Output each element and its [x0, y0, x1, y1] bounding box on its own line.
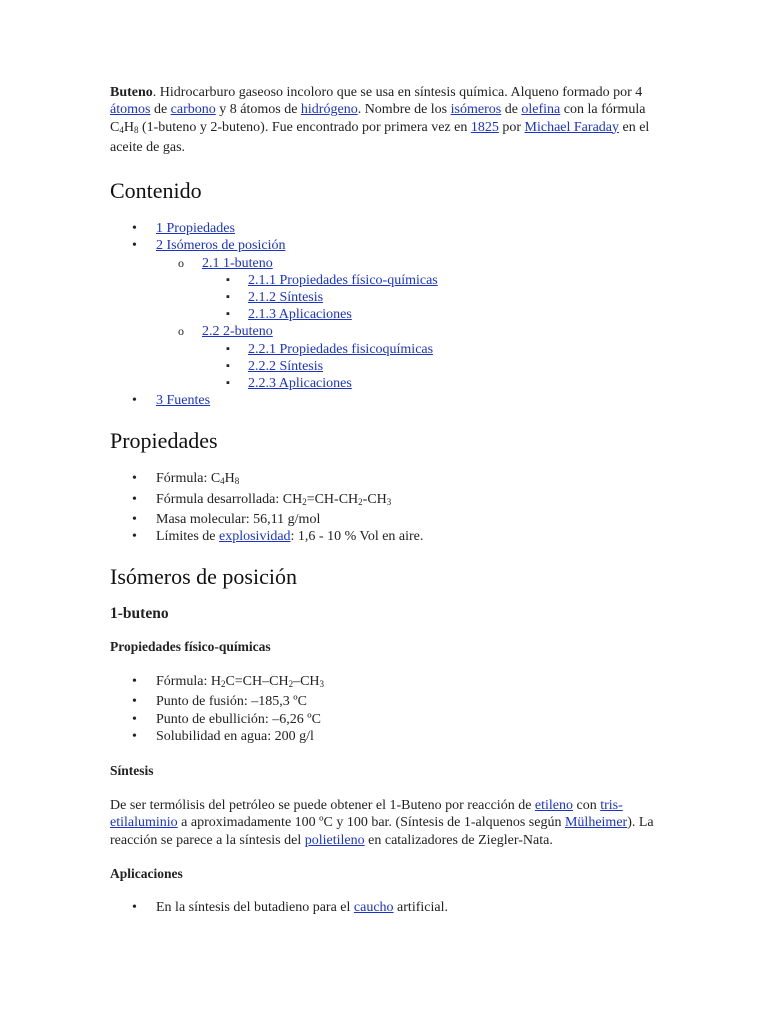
toc-link-isomeros[interactable]: 2 Isómeros de posición: [156, 238, 286, 254]
toc-item: [110, 237, 670, 392]
fisicoquimicas-list: [110, 673, 670, 745]
toc-link-2-2-2[interactable]: 2.2.2 Síntesis: [248, 358, 324, 374]
toc-subsublist: [202, 341, 670, 393]
link-isomeros[interactable]: isómeros: [450, 102, 502, 118]
link-mulheimer[interactable]: Mülheimer: [564, 815, 628, 831]
toc-link-2-1-2[interactable]: 2.1.2 Síntesis: [248, 290, 324, 305]
paragraph-text: ). La reacción se parece a la síntesis del: [110, 815, 654, 848]
subscript: 4: [119, 124, 124, 135]
toc-sublist: [156, 255, 670, 393]
toc-item: [156, 323, 670, 392]
list-item: [110, 528, 670, 545]
bullet: ▪: [226, 377, 230, 390]
section-heading-propiedades: Propiedades: [110, 428, 218, 454]
list-item: [110, 470, 670, 490]
subscript: 2: [220, 679, 226, 690]
paragraph-text: con: [573, 798, 601, 814]
item-text: : 1,6 - 10 % Vol en aire.: [290, 529, 424, 545]
bullet: ▪: [226, 308, 230, 321]
intro-text: de: [501, 102, 522, 118]
bullet: ▪: [226, 273, 230, 286]
toc-link-2-2-3[interactable]: 2.2.3 Aplicaciones: [248, 376, 352, 392]
subscript: 4: [220, 476, 225, 487]
link-caucho[interactable]: caucho: [353, 899, 394, 915]
intro-text: con la fórmula C: [110, 102, 646, 135]
link-polietileno[interactable]: polietileno: [304, 832, 365, 848]
toc-heading: Contenido: [110, 178, 202, 204]
aplicaciones-list: [110, 899, 670, 916]
bullet: ▪: [226, 342, 230, 355]
item-text: =CH-CH: [306, 491, 359, 507]
toc-item: [202, 341, 670, 358]
bullet: •: [132, 238, 137, 254]
bullet: •: [132, 221, 137, 237]
intro-term: Buteno: [110, 85, 153, 100]
link-explosividad[interactable]: explosividad: [219, 529, 291, 545]
subscript: 3: [319, 679, 325, 690]
item-text: Límites de: [156, 529, 219, 545]
subscript: 2: [302, 496, 307, 507]
paragraph-text: De ser termólisis del petróleo se puede obtener el 1-Buteno por reacción de: [110, 798, 535, 814]
item-text: Fórmula desarrollada: CH: [156, 491, 303, 507]
intro-text: . Nombre de los: [357, 102, 451, 118]
intro-text: . Hidrocarburo gaseoso incoloro que se usa en síntesis química. Alqueno formado por 4: [152, 85, 643, 100]
toc-item: [156, 255, 670, 324]
item-text: Punto de fusión: –185,3 ºC: [156, 694, 307, 710]
list-item: [110, 711, 670, 728]
bullet: o: [178, 324, 184, 339]
item-text: Masa molecular: 56,11 g/mol: [156, 511, 321, 527]
item-text: Fórmula: C: [156, 471, 221, 487]
toc-list: [110, 220, 670, 409]
subsection-heading-1-buteno: 1-buteno: [110, 605, 169, 623]
bullet: •: [132, 711, 137, 727]
paragraph-text: en catalizadores de Ziegler-Nata.: [364, 832, 553, 848]
list-item: [110, 491, 670, 511]
subsubsection-heading-sintesis: Síntesis: [110, 763, 154, 779]
link-1825[interactable]: 1825: [470, 119, 499, 135]
bullet: o: [178, 255, 184, 270]
bullet: ▪: [226, 359, 230, 372]
item-text: C=CH–CH: [225, 674, 289, 690]
link-hidrogeno[interactable]: hidrógeno: [300, 102, 358, 118]
bullet: •: [132, 491, 137, 507]
item-text: -CH: [362, 491, 387, 507]
link-olefina[interactable]: olefina: [521, 102, 561, 118]
toc-item: [110, 392, 670, 409]
bullet: •: [132, 471, 137, 487]
list-item: [110, 673, 670, 693]
bullet: •: [132, 899, 137, 915]
subscript: 3: [386, 496, 392, 507]
list-item: [110, 693, 670, 710]
intro-text: y 8 átomos de: [215, 102, 301, 118]
intro-text: (1-buteno y 2-buteno). Fue encontrado por primera vez en: [138, 119, 471, 135]
bullet: ▪: [226, 291, 230, 303]
article-content: [110, 84, 670, 916]
item-text: H: [224, 471, 235, 487]
subscript: 2: [288, 679, 294, 690]
bullet: •: [132, 674, 137, 690]
toc-link-propiedades[interactable]: 1 Propiedades: [156, 221, 235, 237]
toc-link-2-1-1[interactable]: 2.1.1 Propiedades físico-químicas: [248, 272, 438, 288]
toc-subsublist: [202, 272, 670, 324]
link-etileno[interactable]: etileno: [534, 798, 574, 814]
paragraph-text: a aproximadamente 100 ºC y 100 bar. (Síntesis de 1-alquenos según: [177, 815, 565, 831]
bullet: •: [132, 728, 137, 744]
toc-item: [202, 375, 670, 392]
intro-text: por: [498, 119, 525, 135]
link-michael-faraday[interactable]: Michael Faraday: [524, 119, 619, 135]
intro-text: en el aceite de gas.: [110, 119, 650, 155]
subsubsection-heading-propiedades: Propiedades físico-químicas: [110, 639, 271, 655]
item-text: Punto de ebullición: –6,26 ºC: [156, 711, 321, 727]
list-item: [110, 728, 670, 745]
list-item: [110, 899, 670, 916]
bullet: •: [132, 694, 137, 710]
toc-link-fuentes[interactable]: 3 Fuentes: [156, 393, 211, 409]
link-tris-etilaluminio[interactable]: tris-etilaluminio: [110, 798, 623, 831]
subscript: 8: [234, 476, 240, 487]
item-text: En la síntesis del butadieno para el: [156, 899, 354, 915]
toc-link-2-buteno[interactable]: 2.2 2-buteno: [202, 324, 273, 340]
bullet: •: [132, 393, 137, 409]
bullet: •: [132, 529, 137, 545]
intro-paragraph: [110, 84, 658, 156]
sintesis-paragraph: [110, 797, 655, 849]
bullet: •: [132, 511, 137, 527]
section-heading-isomeros: Isómeros de posición: [110, 564, 297, 590]
subsubsection-heading-aplicaciones: Aplicaciones: [110, 865, 183, 881]
item-text: –CH: [293, 674, 320, 690]
toc-link-2-2-1[interactable]: 2.2.1 Propiedades fisicoquímicas: [248, 341, 434, 357]
list-item: [110, 511, 670, 528]
link-carbono[interactable]: carbono: [170, 102, 216, 118]
item-text: Fórmula: H: [156, 674, 221, 690]
toc-link-2-1-3[interactable]: 2.1.3 Aplicaciones: [248, 307, 352, 323]
subscript: 2: [358, 496, 363, 507]
item-text: artificial.: [393, 899, 448, 915]
toc-item: [110, 220, 670, 237]
item-text: Solubilidad en agua: 200 g/l: [156, 728, 314, 744]
intro-text: H: [123, 119, 134, 135]
toc-item: [202, 306, 670, 323]
toc-item: [202, 289, 670, 306]
toc-link-1-buteno[interactable]: 2.1 1-buteno: [202, 255, 273, 271]
toc-item: [202, 358, 670, 375]
subscript: 8: [133, 124, 139, 135]
intro-text: de: [150, 102, 171, 118]
toc-item: [202, 272, 670, 289]
link-atomos[interactable]: átomos: [110, 102, 151, 118]
propiedades-list: [110, 470, 670, 545]
